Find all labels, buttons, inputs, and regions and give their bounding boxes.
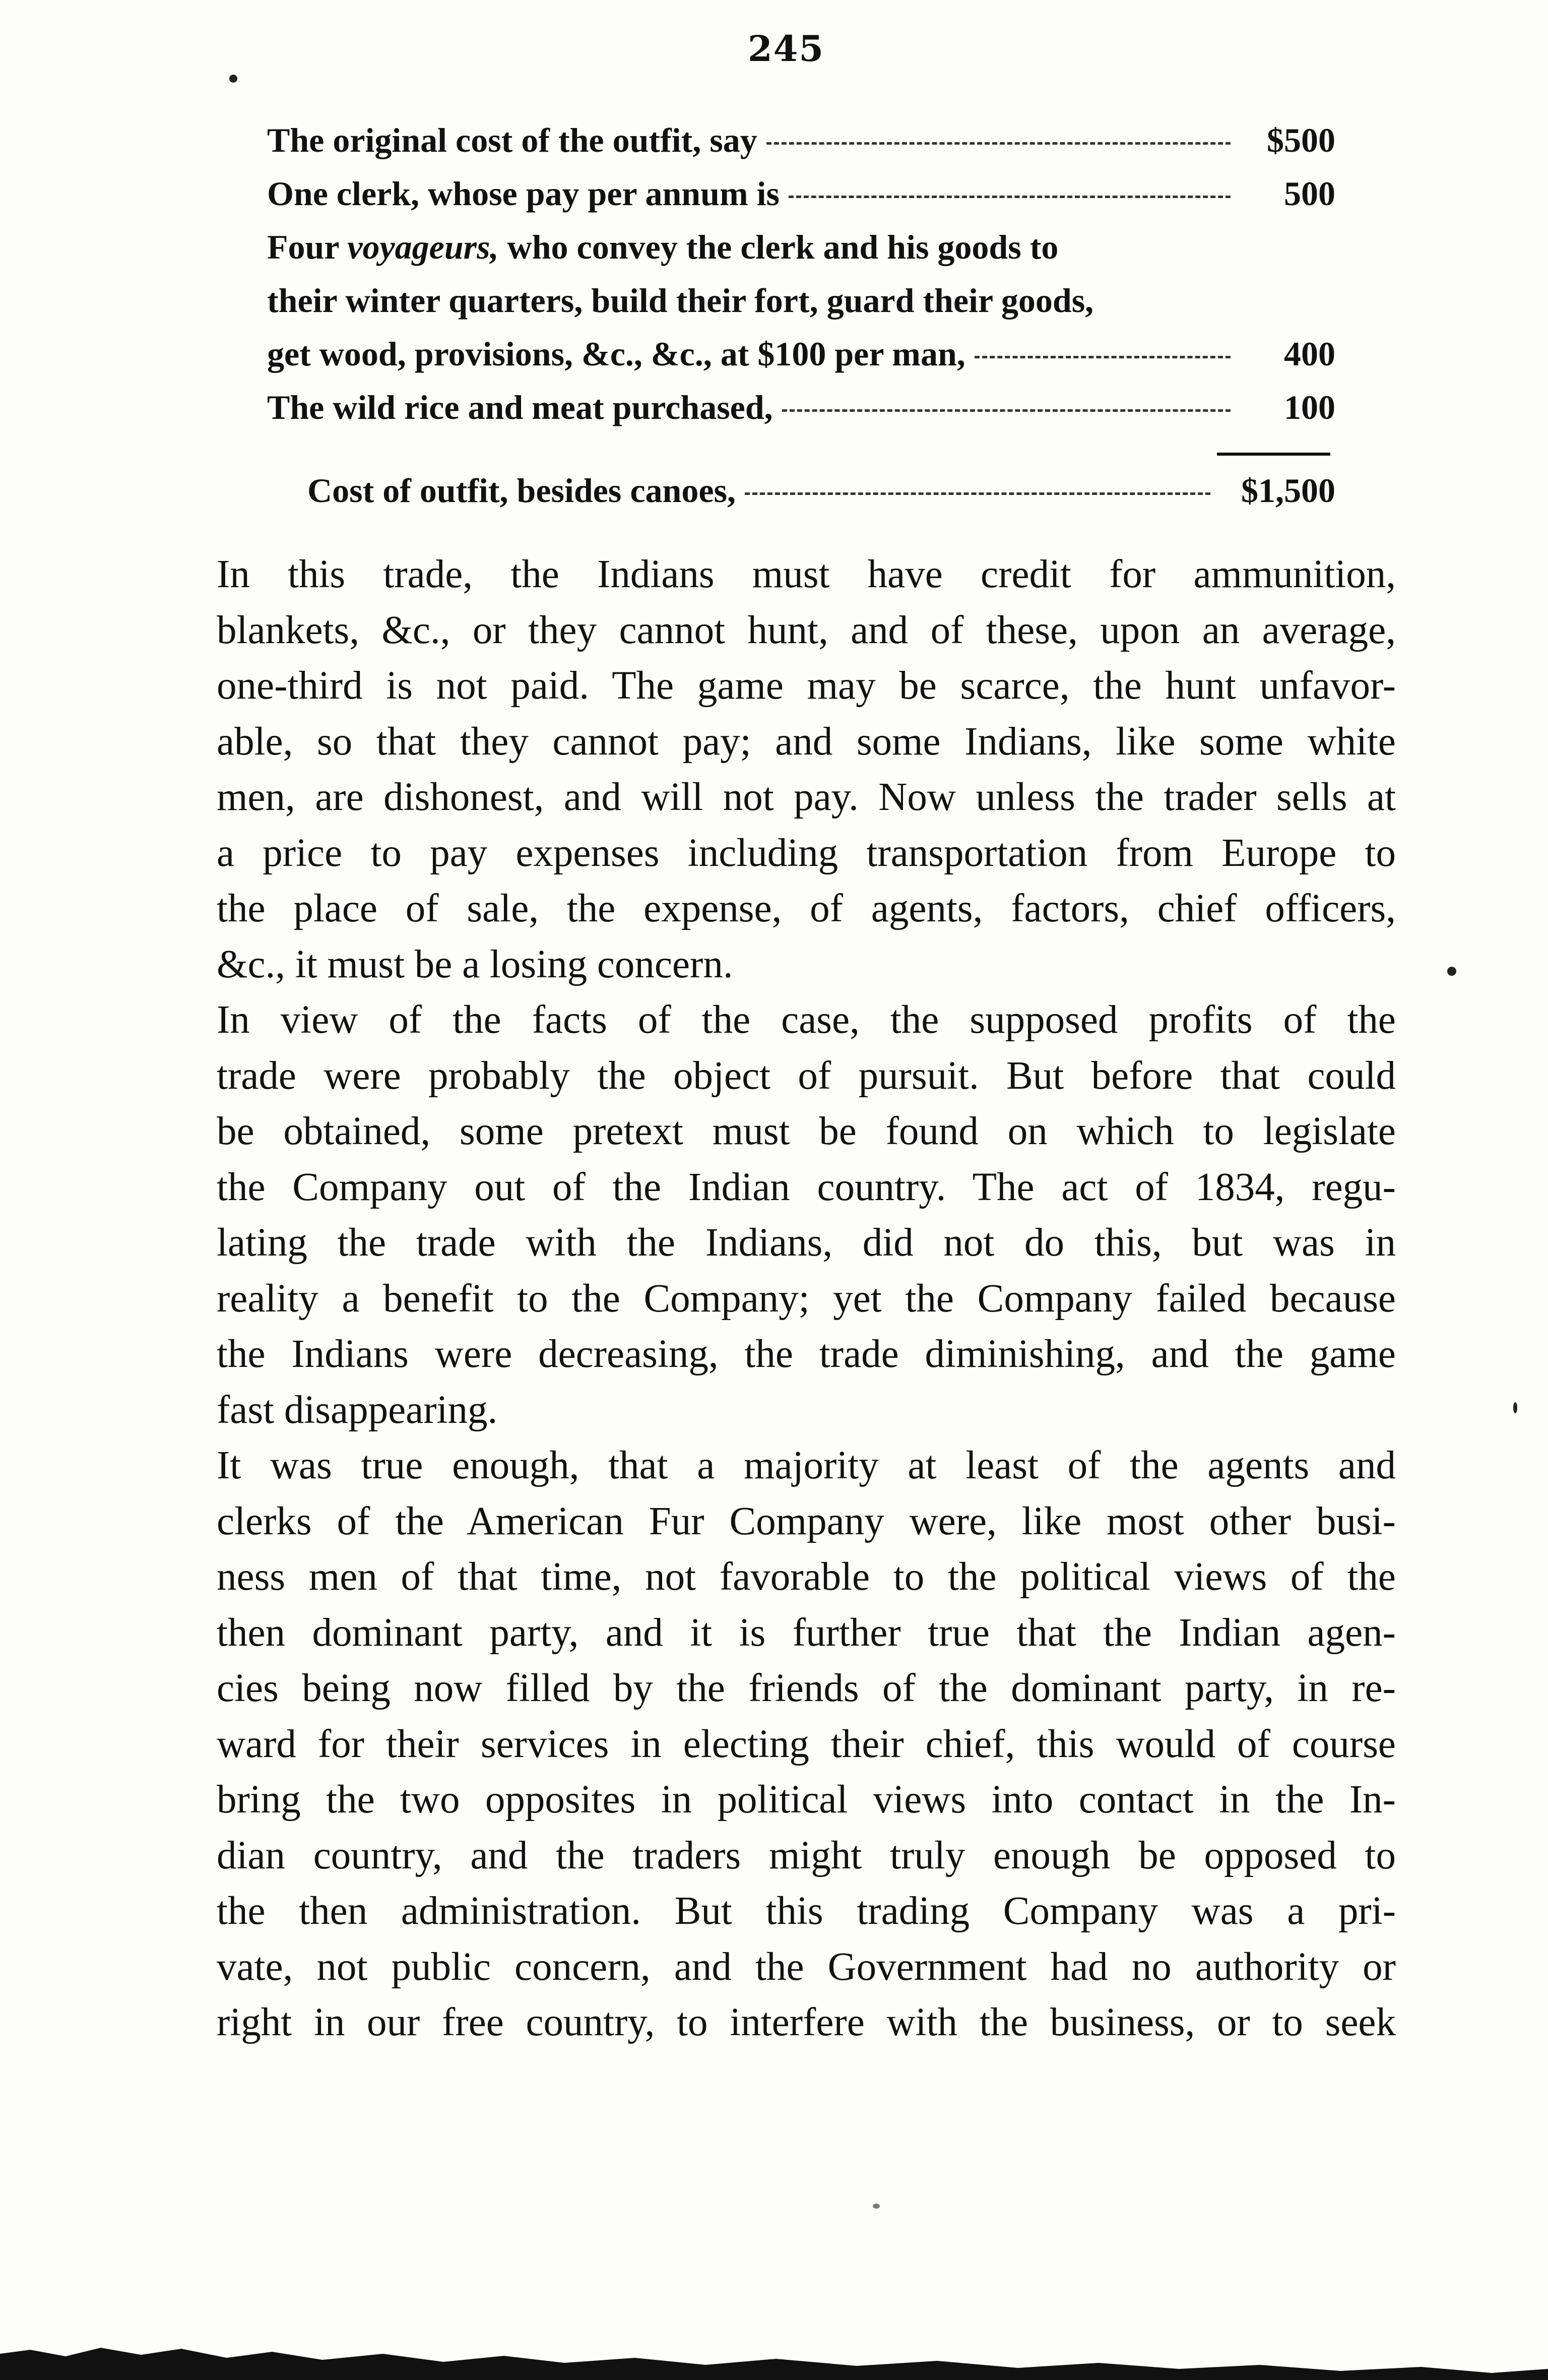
text-line: be obtained, some pretext must be found on which to legislate [217, 1109, 1396, 1153]
text-line: a price to pay expenses including transportation from Europe to [217, 831, 1396, 875]
text-line: ness men of that time, not favorable to the political views of the [217, 1555, 1396, 1599]
text-line: one-third is not paid. The game may be scarce, the hunt unfavor- [217, 664, 1396, 708]
ledger-item-label: who convey the clerk and his goods to [498, 228, 1059, 266]
ledger-row-voyageurs-line1 [267, 220, 1335, 274]
text-line: &c., it must be a losing concern. [217, 942, 733, 986]
ink-speck [1447, 967, 1456, 976]
paragraph [217, 1438, 1396, 2051]
ink-speck [873, 2204, 880, 2209]
torn-bottom-edge [0, 2319, 1548, 2380]
text-line: In view of the facts of the case, the supposed profits of the [217, 998, 1396, 1042]
text-line: able, so that they cannot pay; and some Indians, like some white [217, 719, 1396, 764]
text-line: In this trade, the Indians must have credit for ammunition, [217, 552, 1396, 596]
text-line: blankets, &c., or they cannot hunt, and of these, upon an average, [217, 608, 1396, 652]
ledger-amount: 400 [1284, 335, 1335, 373]
ledger-item-label: One clerk, whose pay per annum is [267, 174, 780, 213]
text-line: reality a benefit to the Company; yet the Company failed because [217, 1276, 1396, 1321]
paragraph [217, 547, 1396, 992]
text-line: the Company out of the Indian country. The act of 1834, regu- [217, 1165, 1396, 1209]
outfit-cost-table [267, 113, 1335, 434]
dotted-leader [782, 409, 1231, 412]
ink-speck [229, 75, 237, 83]
text-line: trade were probably the object of pursuit. But before that could [217, 1053, 1396, 1098]
text-line: the place of sale, the expense, of agents, factors, chief officers, [217, 887, 1396, 930]
text-line: right in our free country, to interfere with the business, or to seek [217, 2000, 1396, 2044]
ledger-amount: 500 [1284, 174, 1335, 213]
dotted-leader [975, 356, 1231, 358]
ledger-item-label: Four [267, 228, 348, 266]
text-line: clerks of the American Fur Company were, like most other busi- [217, 1499, 1396, 1543]
text-line: the Indians were decreasing, the trade diminishing, and the game [217, 1332, 1396, 1376]
ledger-row-outfit [267, 113, 1335, 167]
ledger-item-label: The wild rice and meat purchased, [267, 388, 773, 426]
text-line: lating the trade with the Indians, did not do this, but was in [217, 1221, 1396, 1265]
text-line: dian country, and the traders might truly enough be opposed to [217, 1833, 1396, 1877]
ledger-row-clerk [267, 167, 1335, 220]
paragraph [217, 992, 1396, 1438]
ledger-amount: 100 [1284, 388, 1335, 426]
page-number: 245 [747, 28, 825, 70]
ledger-item-label: The original cost of the outfit, say [267, 121, 757, 159]
text-line: fast disappearing. [217, 1388, 498, 1432]
text-line: men, are dishonest, and will not pay. Now unless the trader sells at [217, 775, 1396, 819]
text-line: bring the two opposites in political views into contact in the In- [217, 1778, 1396, 1822]
sum-rule [1217, 453, 1330, 456]
ledger-italic-term: voyageurs, [347, 228, 499, 266]
ledger-total-row [307, 464, 1335, 517]
ledger-item-label: get wood, provisions, &c., &c., at $100 per man, [267, 335, 965, 373]
text-line: vate, not public concern, and the Government had no authority or [217, 1945, 1396, 1989]
text-line: ward for their services in electing their chief, this would of course [217, 1722, 1396, 1766]
dotted-leader [766, 142, 1231, 145]
ledger-total-label: Cost of outfit, besides canoes, [307, 471, 736, 510]
ledger-row-voyageurs-line3 [267, 327, 1335, 381]
ledger-total-amount: $1,500 [1241, 471, 1335, 510]
ledger-amount: $500 [1267, 121, 1335, 159]
dotted-leader [789, 196, 1231, 198]
text-line: cies being now filled by the friends of the dominant party, in re- [217, 1666, 1396, 1710]
body-text [217, 547, 1396, 2051]
text-line: the then administration. But this trading Company was a pri- [217, 1889, 1396, 1933]
ink-speck [1513, 1402, 1517, 1413]
text-line: then dominant party, and it is further true that the Indian agen- [217, 1610, 1396, 1655]
ledger-row-rice [267, 381, 1335, 434]
text-line: It was true enough, that a majority at least of the agents and [217, 1444, 1396, 1487]
ledger-row-voyageurs-line2: their winter quarters, build their fort, guard their goods, [267, 281, 1094, 320]
dotted-leader [745, 492, 1210, 495]
